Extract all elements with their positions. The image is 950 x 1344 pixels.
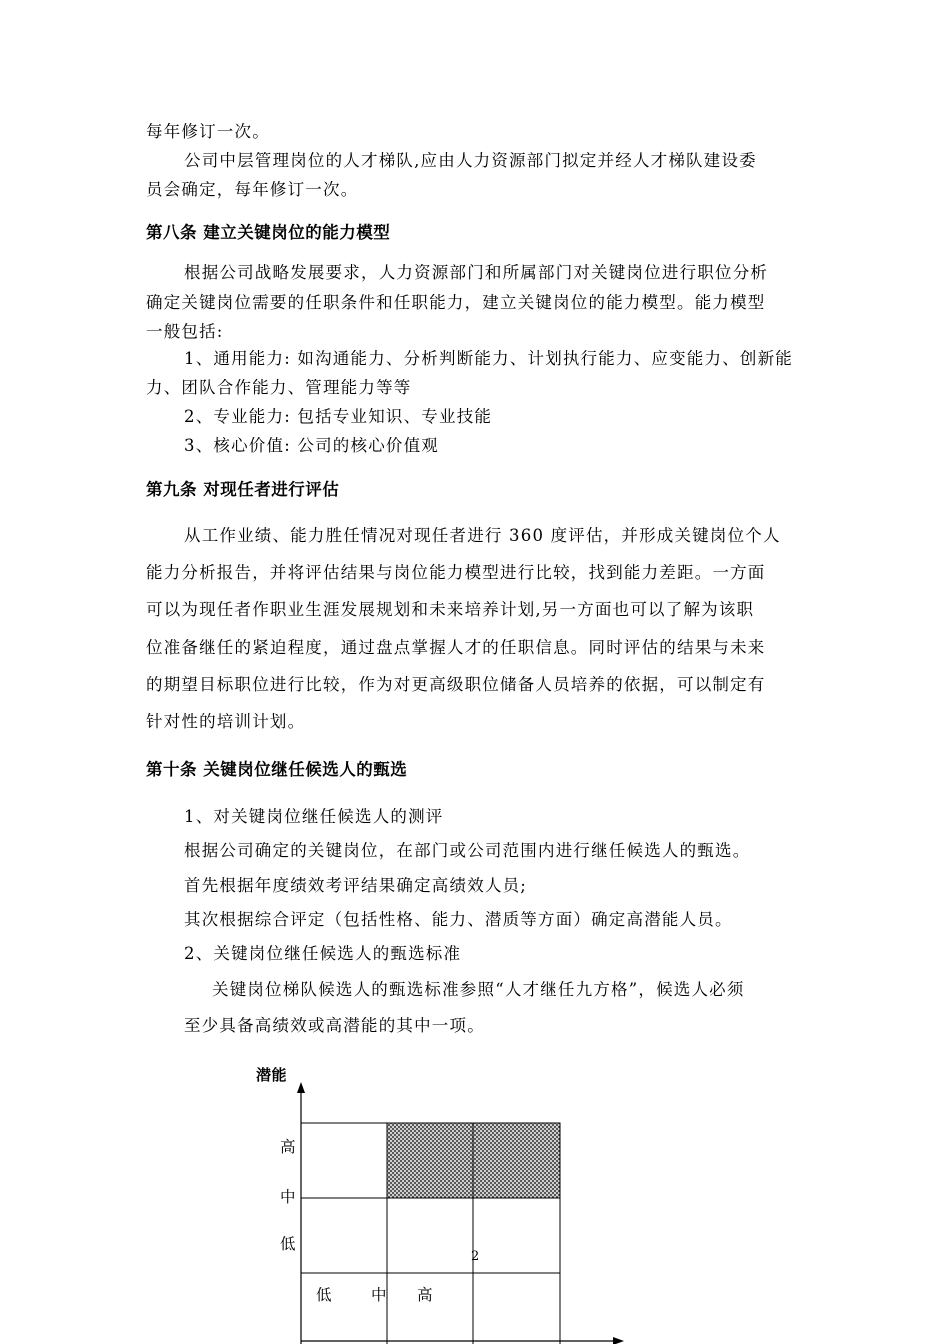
list-item-continuation: 力、团队合作能力、管理能力等等 (146, 378, 412, 397)
paragraph-line: 公司中层管理岗位的人才梯队,应由人力资源部门拟定并经人才梯队建设委 (184, 151, 757, 170)
paragraph-line: 确定关键岗位需要的任职条件和任职能力，建立关键岗位的能力模型。能力模型 (146, 293, 766, 312)
paragraph-line: 其次根据综合评定（包括性格、能力、潜质等方面）确定高潜能人员。 (184, 910, 733, 929)
paragraph-line: 关键岗位梯队候选人的甄选标准参照“人才继任九方格”，候选人必须 (212, 980, 745, 999)
section-heading-8: 第八条 建立关键岗位的能力模型 (146, 223, 391, 242)
paragraph-line: 从工作业绩、能力胜任情况对现任者进行 360 度评估，并形成关键岗位个人 (184, 526, 781, 545)
list-item: 3、核心价值: 公司的核心价值观 (184, 436, 440, 455)
subheading: 2、关键岗位继任候选人的甄选标准 (184, 944, 462, 963)
paragraph-line: 每年修订一次。 (146, 122, 270, 141)
y-axis-title: 潜能 (256, 1066, 288, 1084)
x-label-high: 高 (417, 1286, 433, 1304)
subheading: 1、对关键岗位继任候选人的测评 (184, 807, 444, 826)
x-label-low: 低 (316, 1286, 332, 1304)
paragraph-line: 针对性的培训计划。 (146, 712, 306, 731)
x-axis-arrow (613, 1337, 624, 1344)
paragraph-line: 根据公司战略发展要求，人力资源部门和所属部门对关键岗位进行职位分析 (184, 263, 769, 282)
paragraph-line: 员会确定，每年修订一次。 (146, 180, 359, 199)
list-item: 1、通用能力: 如沟通能力、分析判断能力、计划执行能力、应变能力、创新能 (184, 349, 794, 368)
y-axis-arrow (297, 1082, 305, 1093)
paragraph-line: 的期望目标职位进行比较，作为对更高级职位储备人员培养的依据，可以制定有 (146, 675, 766, 694)
paragraph-line: 首先根据年度绩效考评结果确定高绩效人员; (184, 876, 528, 895)
page-number: 2 (471, 1249, 480, 1264)
section-heading-10: 第十条 关键岗位继任候选人的甄选 (146, 760, 408, 779)
paragraph-line: 位准备继任的紧迫程度，通过盘点掌握人才的任职信息。同时评估的结果与未来 (146, 638, 766, 657)
paragraph-line: 可以为现任者作职业生涯发展规划和未来培养计划,另一方面也可以了解为该职 (146, 600, 755, 619)
list-item: 2、专业能力: 包括专业知识、专业技能 (184, 407, 493, 426)
section-heading-9: 第九条 对现任者进行评估 (146, 480, 340, 499)
y-label-low: 低 (280, 1235, 296, 1253)
y-label-high: 高 (280, 1138, 296, 1156)
paragraph-line: 根据公司确定的关键岗位，在部门或公司范围内进行继任候选人的甄选。 (184, 841, 751, 860)
paragraph-line: 一般包括: (146, 322, 224, 341)
paragraph-line: 至少具备高绩效或高潜能的其中一项。 (184, 1016, 485, 1035)
y-label-mid: 中 (280, 1188, 296, 1206)
paragraph-line: 能力分析报告，并将评估结果与岗位能力模型进行比较，找到能力差距。一方面 (146, 563, 766, 582)
x-label-mid: 中 (371, 1286, 387, 1304)
